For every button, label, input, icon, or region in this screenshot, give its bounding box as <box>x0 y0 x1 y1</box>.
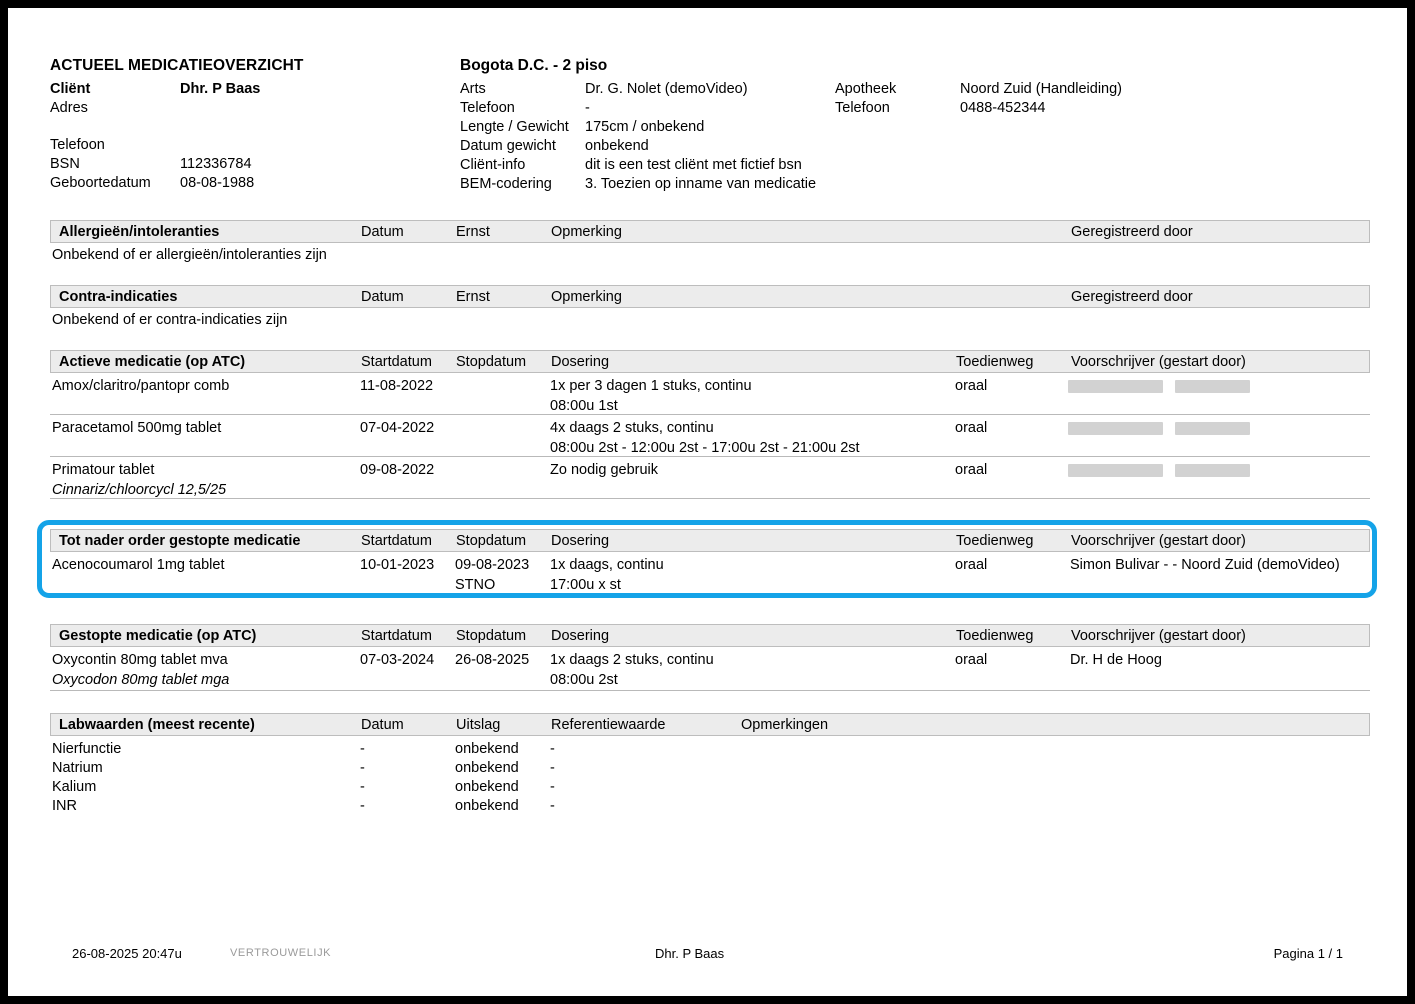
lab-name: Nierfunctie <box>52 741 122 757</box>
contra-title: Contra-indicaties <box>59 289 178 305</box>
medication-dose-times: 08:00u 2st <box>550 672 618 688</box>
document-header <box>50 48 1370 198</box>
stno-header-row <box>50 529 1370 552</box>
section-contra-indications <box>50 285 1370 328</box>
table-row <box>50 457 1370 499</box>
medication-prescriber: Simon Bulivar - - Noord Zuid (demoVideo) <box>1070 557 1340 573</box>
table-row <box>50 415 1370 457</box>
medication-name: Acenocoumarol 1mg tablet <box>52 557 225 573</box>
medication-stop-date: 09-08-2023 <box>455 557 530 573</box>
client-label: Cliënt <box>50 81 91 97</box>
bem-label: BEM-codering <box>460 176 552 192</box>
stopped-meds-header-row <box>50 624 1370 647</box>
dob-label: Geboortedatum <box>50 175 151 191</box>
medication-route: oraal <box>955 462 988 478</box>
dob-value: 08-08-1988 <box>180 175 255 191</box>
redacted-prescriber-block <box>1068 422 1163 435</box>
allergies-col-datum: Datum <box>361 224 404 240</box>
medication-start-date: 09-08-2022 <box>360 462 435 478</box>
list-item <box>50 760 1370 779</box>
pharmacy-value: Noord Zuid (Handleiding) <box>960 81 1122 97</box>
lab-result: onbekend <box>455 798 519 814</box>
table-row <box>50 373 1370 415</box>
lab-reference: - <box>550 760 555 776</box>
length-weight-label: Lengte / Gewicht <box>460 119 569 135</box>
lab-result: onbekend <box>455 741 519 757</box>
medication-name: Primatour tablet <box>52 462 155 478</box>
length-weight-value: 175cm / onbekend <box>585 119 705 135</box>
active-meds-col-start: Startdatum <box>361 354 432 370</box>
allergies-header-row <box>50 220 1370 243</box>
section-stopped-medication <box>50 624 1370 691</box>
allergies-col-ernst: Ernst <box>456 224 490 240</box>
active-meds-col-dose: Dosering <box>551 354 610 370</box>
stno-col-start: Startdatum <box>361 533 432 549</box>
doctor-label: Arts <box>460 81 486 97</box>
redacted-prescriber-block <box>1175 464 1250 477</box>
lab-reference: - <box>550 779 555 795</box>
unit-name: Bogota D.C. - 2 piso <box>460 57 608 74</box>
active-meds-col-route: Toedienweg <box>956 354 1034 370</box>
stopped-meds-col-start: Startdatum <box>361 628 432 644</box>
active-meds-title: Actieve medicatie (op ATC) <box>59 354 246 370</box>
lab-name: Kalium <box>52 779 97 795</box>
section-stopped-until-further-order <box>50 529 1370 596</box>
stno-col-prescriber: Voorschrijver (gestart door) <box>1071 533 1246 549</box>
stopped-meds-col-route: Toedienweg <box>956 628 1034 644</box>
lab-title: Labwaarden (meest recente) <box>59 717 255 733</box>
pharmacy-phone-label: Telefoon <box>835 100 890 116</box>
stopped-meds-col-stop: Stopdatum <box>456 628 527 644</box>
lab-name: INR <box>52 798 77 814</box>
active-meds-col-prescriber: Voorschrijver (gestart door) <box>1071 354 1246 370</box>
contra-header-row <box>50 285 1370 308</box>
redacted-prescriber-block <box>1068 464 1163 477</box>
medication-dose-times: 08:00u 2st - 12:00u 2st - 17:00u 2st - 21:00u 2st <box>550 440 860 456</box>
contra-col-registered-by: Geregistreerd door <box>1071 289 1193 305</box>
medication-start-date: 10-01-2023 <box>360 557 435 573</box>
medication-route: oraal <box>955 420 988 436</box>
client-info-label: Cliënt-info <box>460 157 526 173</box>
medication-dose-times: 08:00u 1st <box>550 398 618 414</box>
bem-value: 3. Toezien op inname van medicatie <box>585 176 817 192</box>
medication-generic-name: Cinnariz/chloorcycl 12,5/25 <box>52 482 227 498</box>
lab-reference: - <box>550 741 555 757</box>
contra-col-opmerking: Opmerking <box>551 289 622 305</box>
lab-date: - <box>360 760 365 776</box>
medication-route: oraal <box>955 652 988 668</box>
active-meds-col-stop: Stopdatum <box>456 354 527 370</box>
medication-dose: 4x daags 2 stuks, continu <box>550 420 714 436</box>
medication-dose-times: 17:00u x st <box>550 577 621 593</box>
allergies-note: Onbekend of er allergieën/intoleranties zijn <box>52 247 327 263</box>
lab-date: - <box>360 779 365 795</box>
document-page <box>8 8 1407 996</box>
medication-start-date: 07-04-2022 <box>360 420 435 436</box>
section-active-medication <box>50 350 1370 499</box>
medication-dose: 1x daags 2 stuks, continu <box>550 652 714 668</box>
section-lab-values <box>50 713 1370 817</box>
list-item <box>50 798 1370 817</box>
medication-route: oraal <box>955 557 988 573</box>
allergies-title: Allergieën/intoleranties <box>59 224 220 240</box>
medication-dose: 1x per 3 dagen 1 stuks, continu <box>550 378 752 394</box>
allergies-col-registered-by: Geregistreerd door <box>1071 224 1193 240</box>
medication-start-date: 11-08-2022 <box>360 378 434 394</box>
lab-col-uitslag: Uitslag <box>456 717 501 733</box>
stopped-meds-col-dose: Dosering <box>551 628 610 644</box>
weight-date-value: onbekend <box>585 138 649 154</box>
document-footer <box>50 946 1365 964</box>
medication-dose: Zo nodig gebruik <box>550 462 659 478</box>
lab-name: Natrium <box>52 760 103 776</box>
medication-stop-code: STNO <box>455 577 496 593</box>
lab-header-row <box>50 713 1370 736</box>
address-label: Adres <box>50 100 88 116</box>
contra-col-ernst: Ernst <box>456 289 490 305</box>
bsn-label: BSN <box>50 156 80 172</box>
medication-name: Oxycontin 80mg tablet mva <box>52 652 228 668</box>
doctor-value: Dr. G. Nolet (demoVideo) <box>585 81 748 97</box>
stno-col-dose: Dosering <box>551 533 610 549</box>
medication-stop-date: 26-08-2025 <box>455 652 530 668</box>
lab-col-datum: Datum <box>361 717 404 733</box>
doctor-phone-label: Telefoon <box>460 100 515 116</box>
stopped-meds-title: Gestopte medicatie (op ATC) <box>59 628 257 644</box>
medication-name: Amox/claritro/pantopr comb <box>52 378 230 394</box>
contra-note: Onbekend of er contra-indicaties zijn <box>52 312 288 328</box>
doctor-phone-value: - <box>585 100 590 116</box>
lab-col-remarks: Opmerkingen <box>741 717 829 733</box>
client-value: Dhr. P Baas <box>180 81 261 97</box>
table-row <box>50 552 1370 596</box>
lab-reference: - <box>550 798 555 814</box>
lab-result: onbekend <box>455 779 519 795</box>
allergies-col-opmerking: Opmerking <box>551 224 622 240</box>
weight-date-label: Datum gewicht <box>460 138 556 154</box>
page-title: ACTUEEL MEDICATIEOVERZICHT <box>50 57 304 74</box>
client-phone-label: Telefoon <box>50 137 105 153</box>
stopped-meds-col-prescriber: Voorschrijver (gestart door) <box>1071 628 1246 644</box>
stno-col-route: Toedienweg <box>956 533 1034 549</box>
medication-overview-document <box>50 48 1370 817</box>
footer-confidential-label: VERTROUWELIJK <box>230 947 332 959</box>
redacted-prescriber-block <box>1068 380 1163 393</box>
bsn-value: 112336784 <box>180 156 252 172</box>
medication-dose: 1x daags, continu <box>550 557 664 573</box>
lab-date: - <box>360 741 365 757</box>
pharmacy-phone-value: 0488-452344 <box>960 100 1046 116</box>
contra-col-datum: Datum <box>361 289 404 305</box>
medication-generic-name: Oxycodon 80mg tablet mga <box>52 672 230 688</box>
list-item <box>50 779 1370 798</box>
medication-prescriber: Dr. H de Hoog <box>1070 652 1162 668</box>
lab-date: - <box>360 798 365 814</box>
redacted-prescriber-block <box>1175 422 1250 435</box>
medication-route: oraal <box>955 378 988 394</box>
redacted-prescriber-block <box>1175 380 1250 393</box>
section-allergies <box>50 220 1370 263</box>
list-item <box>50 741 1370 760</box>
medication-start-date: 07-03-2024 <box>360 652 435 668</box>
lab-col-reference: Referentiewaarde <box>551 717 666 733</box>
footer-timestamp: 26-08-2025 20:47u <box>72 946 182 961</box>
client-info-value: dit is een test cliënt met fictief bsn <box>585 157 802 173</box>
stno-col-stop: Stopdatum <box>456 533 527 549</box>
table-row <box>50 647 1370 691</box>
pharmacy-label: Apotheek <box>835 81 897 97</box>
lab-result: onbekend <box>455 760 519 776</box>
footer-page-number: Pagina 1 / 1 <box>1273 946 1343 961</box>
medication-name: Paracetamol 500mg tablet <box>52 420 222 436</box>
active-meds-header-row <box>50 350 1370 373</box>
stno-title: Tot nader order gestopte medicatie <box>59 533 301 549</box>
footer-client-name: Dhr. P Baas <box>655 946 725 961</box>
